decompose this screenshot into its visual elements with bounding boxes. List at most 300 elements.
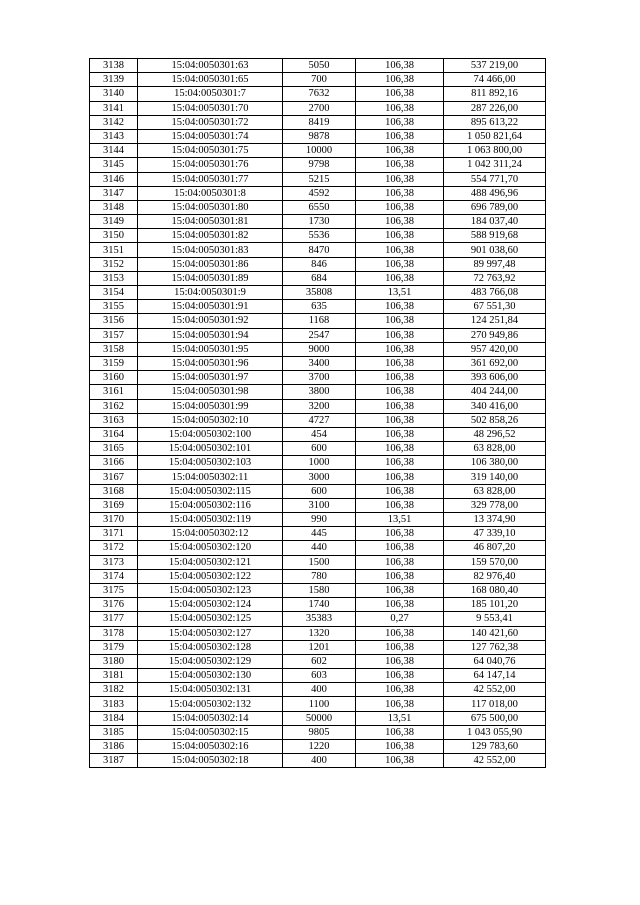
area-cell: 684 — [283, 271, 356, 285]
rate-cell: 106,38 — [356, 200, 444, 214]
cadastral-number-cell: 15:04:0050301:89 — [138, 271, 283, 285]
row-number-cell: 3156 — [90, 314, 138, 328]
value-cell: 1 063 800,00 — [444, 144, 546, 158]
value-cell: 270 949,86 — [444, 328, 546, 342]
cadastral-number-cell: 15:04:0050302:103 — [138, 456, 283, 470]
value-cell: 140 421,60 — [444, 626, 546, 640]
table-row — [90, 314, 546, 328]
value-cell: 675 500,00 — [444, 711, 546, 725]
area-cell: 445 — [283, 527, 356, 541]
value-cell: 63 828,00 — [444, 442, 546, 456]
row-number-cell: 3182 — [90, 683, 138, 697]
area-cell: 2700 — [283, 101, 356, 115]
cadastral-number-cell: 15:04:0050301:81 — [138, 215, 283, 229]
value-cell: 67 551,30 — [444, 300, 546, 314]
table-row — [90, 683, 546, 697]
rate-cell: 106,38 — [356, 144, 444, 158]
table-row — [90, 754, 546, 768]
rate-cell: 106,38 — [356, 470, 444, 484]
table-row — [90, 200, 546, 214]
cadastral-number-cell: 15:04:0050301:96 — [138, 356, 283, 370]
rate-cell: 106,38 — [356, 527, 444, 541]
rate-cell: 106,38 — [356, 342, 444, 356]
table-row — [90, 342, 546, 356]
value-cell: 42 552,00 — [444, 683, 546, 697]
cadastral-number-cell: 15:04:0050301:9 — [138, 286, 283, 300]
value-cell: 554 771,70 — [444, 172, 546, 186]
cadastral-number-cell: 15:04:0050301:91 — [138, 300, 283, 314]
cadastral-number-cell: 15:04:0050302:122 — [138, 569, 283, 583]
cadastral-number-cell: 15:04:0050302:130 — [138, 669, 283, 683]
cadastral-number-cell: 15:04:0050302:129 — [138, 654, 283, 668]
cadastral-number-cell: 15:04:0050302:11 — [138, 470, 283, 484]
value-cell: 588 919,68 — [444, 229, 546, 243]
row-number-cell: 3171 — [90, 527, 138, 541]
table-row — [90, 640, 546, 654]
cadastral-number-cell: 15:04:0050301:92 — [138, 314, 283, 328]
value-cell: 185 101,20 — [444, 598, 546, 612]
row-number-cell: 3151 — [90, 243, 138, 257]
table-row — [90, 172, 546, 186]
rate-cell: 106,38 — [356, 328, 444, 342]
cadastral-number-cell: 15:04:0050301:95 — [138, 342, 283, 356]
value-cell: 319 140,00 — [444, 470, 546, 484]
table-row — [90, 513, 546, 527]
rate-cell: 106,38 — [356, 541, 444, 555]
row-number-cell: 3165 — [90, 442, 138, 456]
rate-cell: 106,38 — [356, 427, 444, 441]
row-number-cell: 3183 — [90, 697, 138, 711]
cadastral-number-cell: 15:04:0050301:65 — [138, 73, 283, 87]
value-cell: 74 466,00 — [444, 73, 546, 87]
area-cell: 454 — [283, 427, 356, 441]
rate-cell: 106,38 — [356, 101, 444, 115]
area-cell: 600 — [283, 484, 356, 498]
area-cell: 1168 — [283, 314, 356, 328]
area-cell: 50000 — [283, 711, 356, 725]
rate-cell: 106,38 — [356, 697, 444, 711]
area-cell: 1320 — [283, 626, 356, 640]
table-row — [90, 399, 546, 413]
area-cell: 440 — [283, 541, 356, 555]
area-cell: 5215 — [283, 172, 356, 186]
row-number-cell: 3166 — [90, 456, 138, 470]
table-row — [90, 711, 546, 725]
row-number-cell: 3177 — [90, 612, 138, 626]
rate-cell: 106,38 — [356, 215, 444, 229]
value-cell: 117 018,00 — [444, 697, 546, 711]
cadastral-number-cell: 15:04:0050301:75 — [138, 144, 283, 158]
row-number-cell: 3162 — [90, 399, 138, 413]
area-cell: 1220 — [283, 740, 356, 754]
table-row — [90, 271, 546, 285]
table-row — [90, 101, 546, 115]
value-cell: 42 552,00 — [444, 754, 546, 768]
area-cell: 400 — [283, 683, 356, 697]
cadastral-number-cell: 15:04:0050302:101 — [138, 442, 283, 456]
area-cell: 9000 — [283, 342, 356, 356]
area-cell: 990 — [283, 513, 356, 527]
row-number-cell: 3168 — [90, 484, 138, 498]
row-number-cell: 3144 — [90, 144, 138, 158]
cadastral-number-cell: 15:04:0050301:70 — [138, 101, 283, 115]
value-cell: 106 380,00 — [444, 456, 546, 470]
rate-cell: 106,38 — [356, 498, 444, 512]
rate-cell: 0,27 — [356, 612, 444, 626]
value-cell: 47 339,10 — [444, 527, 546, 541]
value-cell: 168 080,40 — [444, 583, 546, 597]
value-cell: 488 496,96 — [444, 186, 546, 200]
row-number-cell: 3145 — [90, 158, 138, 172]
cadastral-number-cell: 15:04:0050301:80 — [138, 200, 283, 214]
rate-cell: 106,38 — [356, 413, 444, 427]
rate-cell: 106,38 — [356, 115, 444, 129]
area-cell: 1580 — [283, 583, 356, 597]
area-cell: 600 — [283, 442, 356, 456]
rate-cell: 106,38 — [356, 569, 444, 583]
row-number-cell: 3173 — [90, 555, 138, 569]
area-cell: 4727 — [283, 413, 356, 427]
cadastral-number-cell: 15:04:0050301:63 — [138, 59, 283, 73]
value-cell: 64 040,76 — [444, 654, 546, 668]
rate-cell: 106,38 — [356, 87, 444, 101]
table-body — [90, 59, 546, 768]
value-cell: 63 828,00 — [444, 484, 546, 498]
row-number-cell: 3155 — [90, 300, 138, 314]
value-cell: 48 296,52 — [444, 427, 546, 441]
table-row — [90, 555, 546, 569]
cadastral-number-cell: 15:04:0050302:16 — [138, 740, 283, 754]
rate-cell: 106,38 — [356, 583, 444, 597]
value-cell: 404 244,00 — [444, 385, 546, 399]
cadastral-number-cell: 15:04:0050302:18 — [138, 754, 283, 768]
area-cell: 3700 — [283, 371, 356, 385]
area-cell: 3800 — [283, 385, 356, 399]
cadastral-number-cell: 15:04:0050301:7 — [138, 87, 283, 101]
cadastral-number-cell: 15:04:0050301:76 — [138, 158, 283, 172]
value-cell: 184 037,40 — [444, 215, 546, 229]
cadastral-number-cell: 15:04:0050301:82 — [138, 229, 283, 243]
rate-cell: 106,38 — [356, 442, 444, 456]
cadastral-number-cell: 15:04:0050302:116 — [138, 498, 283, 512]
table-row — [90, 243, 546, 257]
table-row — [90, 186, 546, 200]
area-cell: 603 — [283, 669, 356, 683]
area-cell: 35808 — [283, 286, 356, 300]
value-cell: 696 789,00 — [444, 200, 546, 214]
table-row — [90, 598, 546, 612]
area-cell: 5050 — [283, 59, 356, 73]
table-row — [90, 484, 546, 498]
row-number-cell: 3164 — [90, 427, 138, 441]
value-cell: 393 606,00 — [444, 371, 546, 385]
cadastral-number-cell: 15:04:0050301:77 — [138, 172, 283, 186]
row-number-cell: 3153 — [90, 271, 138, 285]
area-cell: 8419 — [283, 115, 356, 129]
table-row — [90, 115, 546, 129]
row-number-cell: 3187 — [90, 754, 138, 768]
cadastral-number-cell: 15:04:0050302:14 — [138, 711, 283, 725]
table-row — [90, 583, 546, 597]
row-number-cell: 3184 — [90, 711, 138, 725]
table-row — [90, 300, 546, 314]
area-cell: 3000 — [283, 470, 356, 484]
area-cell: 2547 — [283, 328, 356, 342]
area-cell: 1201 — [283, 640, 356, 654]
cadastral-number-cell: 15:04:0050302:123 — [138, 583, 283, 597]
cadastral-number-cell: 15:04:0050302:12 — [138, 527, 283, 541]
area-cell: 1000 — [283, 456, 356, 470]
row-number-cell: 3147 — [90, 186, 138, 200]
rate-cell: 106,38 — [356, 754, 444, 768]
value-cell: 46 807,20 — [444, 541, 546, 555]
rate-cell: 13,51 — [356, 286, 444, 300]
value-cell: 82 976,40 — [444, 569, 546, 583]
row-number-cell: 3158 — [90, 342, 138, 356]
table-row — [90, 129, 546, 143]
area-cell: 3400 — [283, 356, 356, 370]
cadastral-number-cell: 15:04:0050302:132 — [138, 697, 283, 711]
rate-cell: 106,38 — [356, 129, 444, 143]
table-row — [90, 541, 546, 555]
area-cell: 635 — [283, 300, 356, 314]
table-row — [90, 356, 546, 370]
area-cell: 8470 — [283, 243, 356, 257]
area-cell: 3200 — [283, 399, 356, 413]
rate-cell: 106,38 — [356, 243, 444, 257]
row-number-cell: 3176 — [90, 598, 138, 612]
area-cell: 7632 — [283, 87, 356, 101]
table-row — [90, 725, 546, 739]
cadastral-number-cell: 15:04:0050301:94 — [138, 328, 283, 342]
rate-cell: 106,38 — [356, 172, 444, 186]
cadastral-number-cell: 15:04:0050301:97 — [138, 371, 283, 385]
row-number-cell: 3178 — [90, 626, 138, 640]
area-cell: 400 — [283, 754, 356, 768]
area-cell: 846 — [283, 257, 356, 271]
cadastral-number-cell: 15:04:0050302:15 — [138, 725, 283, 739]
table-row — [90, 456, 546, 470]
row-number-cell: 3152 — [90, 257, 138, 271]
area-cell: 9805 — [283, 725, 356, 739]
rate-cell: 106,38 — [356, 158, 444, 172]
value-cell: 811 892,16 — [444, 87, 546, 101]
table-row — [90, 612, 546, 626]
cadastral-number-cell: 15:04:0050301:83 — [138, 243, 283, 257]
land-plot-register-table — [89, 58, 546, 768]
rate-cell: 106,38 — [356, 640, 444, 654]
cadastral-number-cell: 15:04:0050301:86 — [138, 257, 283, 271]
area-cell: 35383 — [283, 612, 356, 626]
table-row — [90, 257, 546, 271]
cadastral-number-cell: 15:04:0050302:120 — [138, 541, 283, 555]
row-number-cell: 3148 — [90, 200, 138, 214]
cadastral-number-cell: 15:04:0050302:100 — [138, 427, 283, 441]
rate-cell: 106,38 — [356, 300, 444, 314]
area-cell: 9798 — [283, 158, 356, 172]
cadastral-number-cell: 15:04:0050302:115 — [138, 484, 283, 498]
rate-cell: 106,38 — [356, 385, 444, 399]
row-number-cell: 3154 — [90, 286, 138, 300]
rate-cell: 106,38 — [356, 371, 444, 385]
row-number-cell: 3138 — [90, 59, 138, 73]
value-cell: 895 613,22 — [444, 115, 546, 129]
row-number-cell: 3167 — [90, 470, 138, 484]
table-row — [90, 229, 546, 243]
rate-cell: 106,38 — [356, 669, 444, 683]
table-row — [90, 413, 546, 427]
area-cell: 9878 — [283, 129, 356, 143]
cadastral-number-cell: 15:04:0050301:72 — [138, 115, 283, 129]
row-number-cell: 3170 — [90, 513, 138, 527]
value-cell: 127 762,38 — [444, 640, 546, 654]
row-number-cell: 3142 — [90, 115, 138, 129]
row-number-cell: 3161 — [90, 385, 138, 399]
rate-cell: 106,38 — [356, 626, 444, 640]
area-cell: 1500 — [283, 555, 356, 569]
rate-cell: 106,38 — [356, 399, 444, 413]
row-number-cell: 3141 — [90, 101, 138, 115]
cadastral-number-cell: 15:04:0050302:124 — [138, 598, 283, 612]
row-number-cell: 3174 — [90, 569, 138, 583]
value-cell: 89 997,48 — [444, 257, 546, 271]
cadastral-number-cell: 15:04:0050301:98 — [138, 385, 283, 399]
table-row — [90, 144, 546, 158]
table-row — [90, 215, 546, 229]
area-cell: 1740 — [283, 598, 356, 612]
value-cell: 1 043 055,90 — [444, 725, 546, 739]
table-row — [90, 626, 546, 640]
rate-cell: 106,38 — [356, 725, 444, 739]
row-number-cell: 3163 — [90, 413, 138, 427]
value-cell: 537 219,00 — [444, 59, 546, 73]
table-row — [90, 73, 546, 87]
table-row — [90, 569, 546, 583]
rate-cell: 106,38 — [356, 683, 444, 697]
rate-cell: 106,38 — [356, 229, 444, 243]
table-row — [90, 427, 546, 441]
cadastral-number-cell: 15:04:0050301:74 — [138, 129, 283, 143]
table-row — [90, 158, 546, 172]
table-row — [90, 286, 546, 300]
area-cell: 602 — [283, 654, 356, 668]
cadastral-number-cell: 15:04:0050302:131 — [138, 683, 283, 697]
area-cell: 3100 — [283, 498, 356, 512]
rate-cell: 106,38 — [356, 555, 444, 569]
value-cell: 1 050 821,64 — [444, 129, 546, 143]
cadastral-number-cell: 15:04:0050301:99 — [138, 399, 283, 413]
value-cell: 340 416,00 — [444, 399, 546, 413]
table-row — [90, 371, 546, 385]
row-number-cell: 3185 — [90, 725, 138, 739]
rate-cell: 106,38 — [356, 257, 444, 271]
table-row — [90, 527, 546, 541]
area-cell: 1730 — [283, 215, 356, 229]
table-row — [90, 669, 546, 683]
value-cell: 1 042 311,24 — [444, 158, 546, 172]
table-row — [90, 740, 546, 754]
rate-cell: 106,38 — [356, 598, 444, 612]
rate-cell: 106,38 — [356, 654, 444, 668]
value-cell: 287 226,00 — [444, 101, 546, 115]
rate-cell: 13,51 — [356, 711, 444, 725]
cadastral-number-cell: 15:04:0050301:8 — [138, 186, 283, 200]
value-cell: 502 858,26 — [444, 413, 546, 427]
table-row — [90, 442, 546, 456]
area-cell: 1100 — [283, 697, 356, 711]
table-row — [90, 328, 546, 342]
rate-cell: 106,38 — [356, 59, 444, 73]
value-cell: 159 570,00 — [444, 555, 546, 569]
area-cell: 700 — [283, 73, 356, 87]
row-number-cell: 3140 — [90, 87, 138, 101]
rate-cell: 106,38 — [356, 484, 444, 498]
row-number-cell: 3169 — [90, 498, 138, 512]
table-row — [90, 498, 546, 512]
table-row — [90, 697, 546, 711]
value-cell: 13 374,90 — [444, 513, 546, 527]
value-cell: 72 763,92 — [444, 271, 546, 285]
cadastral-number-cell: 15:04:0050302:128 — [138, 640, 283, 654]
value-cell: 124 251,84 — [444, 314, 546, 328]
value-cell: 957 420,00 — [444, 342, 546, 356]
area-cell: 10000 — [283, 144, 356, 158]
table-row — [90, 87, 546, 101]
row-number-cell: 3150 — [90, 229, 138, 243]
value-cell: 901 038,60 — [444, 243, 546, 257]
cadastral-number-cell: 15:04:0050302:121 — [138, 555, 283, 569]
row-number-cell: 3175 — [90, 583, 138, 597]
rate-cell: 106,38 — [356, 271, 444, 285]
row-number-cell: 3157 — [90, 328, 138, 342]
rate-cell: 106,38 — [356, 356, 444, 370]
table-row — [90, 385, 546, 399]
row-number-cell: 3139 — [90, 73, 138, 87]
rate-cell: 106,38 — [356, 314, 444, 328]
cadastral-number-cell: 15:04:0050302:125 — [138, 612, 283, 626]
row-number-cell: 3172 — [90, 541, 138, 555]
row-number-cell: 3160 — [90, 371, 138, 385]
row-number-cell: 3143 — [90, 129, 138, 143]
cadastral-number-cell: 15:04:0050302:119 — [138, 513, 283, 527]
value-cell: 483 766,08 — [444, 286, 546, 300]
area-cell: 780 — [283, 569, 356, 583]
table-row — [90, 654, 546, 668]
table-row — [90, 59, 546, 73]
rate-cell: 106,38 — [356, 740, 444, 754]
row-number-cell: 3181 — [90, 669, 138, 683]
value-cell: 64 147,14 — [444, 669, 546, 683]
value-cell: 329 778,00 — [444, 498, 546, 512]
rate-cell: 106,38 — [356, 186, 444, 200]
document-page — [89, 58, 545, 768]
area-cell: 4592 — [283, 186, 356, 200]
row-number-cell: 3149 — [90, 215, 138, 229]
row-number-cell: 3179 — [90, 640, 138, 654]
row-number-cell: 3159 — [90, 356, 138, 370]
value-cell: 9 553,41 — [444, 612, 546, 626]
cadastral-number-cell: 15:04:0050302:10 — [138, 413, 283, 427]
rate-cell: 13,51 — [356, 513, 444, 527]
value-cell: 361 692,00 — [444, 356, 546, 370]
row-number-cell: 3186 — [90, 740, 138, 754]
rate-cell: 106,38 — [356, 456, 444, 470]
value-cell: 129 783,60 — [444, 740, 546, 754]
area-cell: 6550 — [283, 200, 356, 214]
area-cell: 5536 — [283, 229, 356, 243]
table-row — [90, 470, 546, 484]
row-number-cell: 3146 — [90, 172, 138, 186]
